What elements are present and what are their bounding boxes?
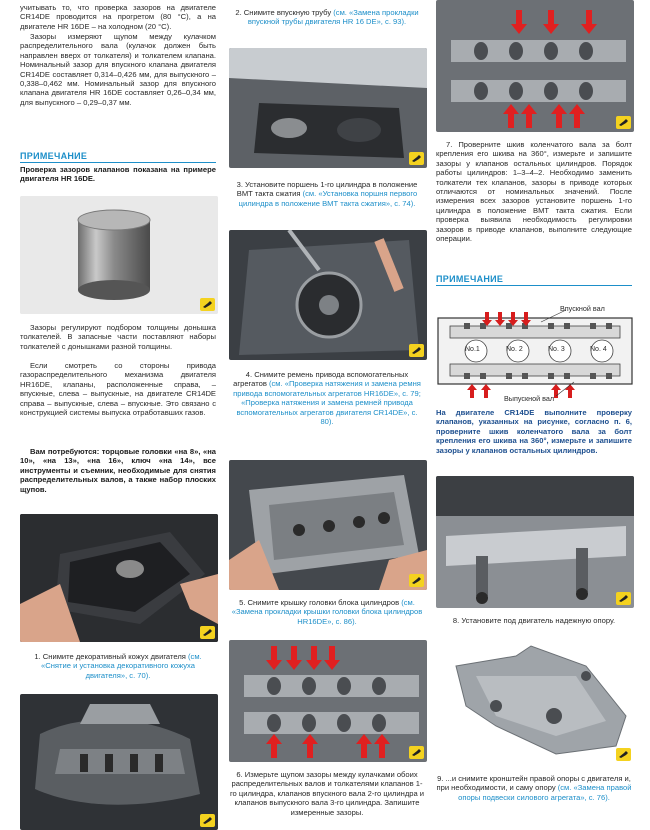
step-9: 9. ...и снимите кронштейн правой опоры с двигателя и, при необходимости, и саму опору (см. «Замена правой опоры подвески силового агрегата», с. 76). [436,774,632,802]
engine-support-photo [436,476,634,608]
cylinder-2-label: No. 2 [506,346,523,353]
tool-icon [200,626,215,639]
step-5-link[interactable]: (см. «Замена прокладки крышки головки блока цилиндров HR16DE», с. 86). [231,598,423,626]
step-1-link[interactable]: (см. «Снятие и установка декоративного кожуха двигателя», с. 70). [41,652,202,680]
tool-icon [409,344,424,357]
tool-icon [200,298,215,311]
note-text: Проверка зазоров клапанов показана на примере двигателя HR 16DE. [20,165,216,184]
step-7: 7. Проверните шкив коленчатого вала за болт крепления его шкива на 360°, измерьте и запишите зазоры у клапанов остальных цилиндров. Порядок работы цилиндров: 1–3–4–2. Необходимо заменить толкатели тех клапанов, зазоры в приводе которых отличаются от номинальных значений. После измерения всех зазоров установите поршень 1-го цилиндра в положение ВМТ такта сжатия. Если проверка выявила необходимость регулировки зазоров в приводе клапанов, выполните следующие операции. [436,140,632,244]
step-3-link[interactable]: (см. «Установка поршня первого цилиндра в положение ВМТ такта сжатия», с. 74). [238,189,418,208]
engine-cover-photo [20,514,218,642]
mount-bracket-photo [436,636,634,764]
step-6: 6. Измерьте щупом зазоры между кулачками обоих распределительных валов и толкателями клапанов 1-го цилиндра, клапанов впускного вала 2-го цилиндра и клапанов выпускного вала 3-го цилиндра. Запишите измеренные зазоры. [229,770,425,817]
step-8: 8. Установите под двигатель надежную опору. [452,616,616,625]
step-5: 5. Снимите крышку головки блока цилиндров (см. «Замена прокладки крышки головки блока цилиндров HR16DE», с. 86). [231,598,423,626]
intake-camshaft-label: Впускной вал [560,304,605,313]
intro-paragraph: учитывать то, что проверка зазоров на двигателе CR14DE проводится на прогретом (80 °С), а на двигателе HR 16DE – на холодном (20 °С). [20,3,216,31]
sides-paragraph: Если смотреть со стороны привода газораспределительного механизма двигателя HR16DE, клапаны, расположенные справа, – впускные, слева – выпускные, на двигателе CR14DE справа – выпускные, слева – впускные. Это связано с конструкцией системы выпуска отработавших газов. [20,361,216,418]
clearance-paragraph: Зазоры измеряют щупом между кулачком распределительного вала (кулачок должен быть направлен вверх от толкателя) и толкателем клапана. Номинальный зазор для впускного клапана двигателя CR14DE составляет 0,314–0,426 мм, для выпускного – 0,338–0,462 мм. Номинальный зазор для впускного клапана двигателя HR 16DE составляет 0,26–0,34 мм, для выпускного – 0,29–0,37 мм. [20,32,216,107]
cylinder-head-cover-photo [229,460,427,590]
intake-pipe-removed-photo [229,48,427,168]
cylinder-4-label: No. 4 [590,346,607,353]
note-cr14de-text: На двигателе CR14DE выполните проверку клапанов, указанных на рисунке, согласно п. 6, проверните шкив коленчатого вала за болт крепления его шкива на 360°, измерьте и запишите зазоры у клапанов остальных цилиндров. [436,408,632,455]
tool-icon [409,746,424,759]
tool-icon [616,748,631,761]
step-4-link[interactable]: (см. «Проверка натяжения и замена ремня привода вспомогательных агрегатов HR16DE», с. 79; «Проверка натяжения и замена ремней привода вспомогательных агрегатов двигателя CR14DE», с. 80). [233,379,421,427]
step-2-link[interactable]: (см. «Замена прокладки впускной трубы двигателя HR 16 DE», с. 93). [247,8,419,27]
cylinder-1-label: No.1 [465,346,480,353]
tool-icon [409,574,424,587]
intake-manifold-photo [20,694,218,830]
exhaust-camshaft-label: Выпускной вал [504,394,555,403]
note-heading-2: ПРИМЕЧАНИЕ [436,274,632,286]
tool-icon [200,814,215,827]
tool-icon [409,152,424,165]
step-3: 3. Установите поршень 1-го цилиндра в положение ВМТ такта сжатия (см. «Установка поршня первого цилиндра в положение ВМТ такта сжатия», с. 74). [236,180,418,208]
step-4: 4. Снимите ремень привода вспомогательных агрегатов (см. «Проверка натяжения и замена ремня привода вспомогательных агрегатов HR16DE», с. 79; «Проверка натяжения и замена ремней привода вспомогательных агрегатов двигателя CR14DE», с. 80). [233,370,421,427]
step-9-link[interactable]: (см. «Замена правой опоры подвески силового агрегата», с. 76). [458,783,632,802]
step-1: 1. Снимите декоративный кожух двигателя (см. «Снятие и установка декоративного кожуха двигателя», с. 70). [34,652,202,680]
camshafts-rotated-photo [436,0,634,132]
tool-icon [616,592,631,605]
tool-icon [616,116,631,129]
camshafts-measure-photo [229,640,427,762]
adjust-paragraph: Зазоры регулируют подбором толщины донышка толкателей. В запасные части поставляют наборы толкателей с донышками разной толщины. [20,323,216,351]
valve-diagram [436,300,634,404]
tappet-photo [20,196,218,314]
note-heading: ПРИМЕЧАНИЕ [20,151,216,163]
tools-paragraph: Вам потребуются: торцовые головки «на 8», «на 10», «на 13», «на 16», ключ «на 14», все инструменты и съемник, необходимые для снятия распределительных валов, а также набор плоских щупов. [20,447,216,494]
crankshaft-pulley-photo [229,230,427,360]
cylinder-3-label: No. 3 [548,346,565,353]
step-2: 2. Снимите впускную трубу (см. «Замена прокладки впускной трубы двигателя HR 16 DE», с. 93). [235,8,419,27]
